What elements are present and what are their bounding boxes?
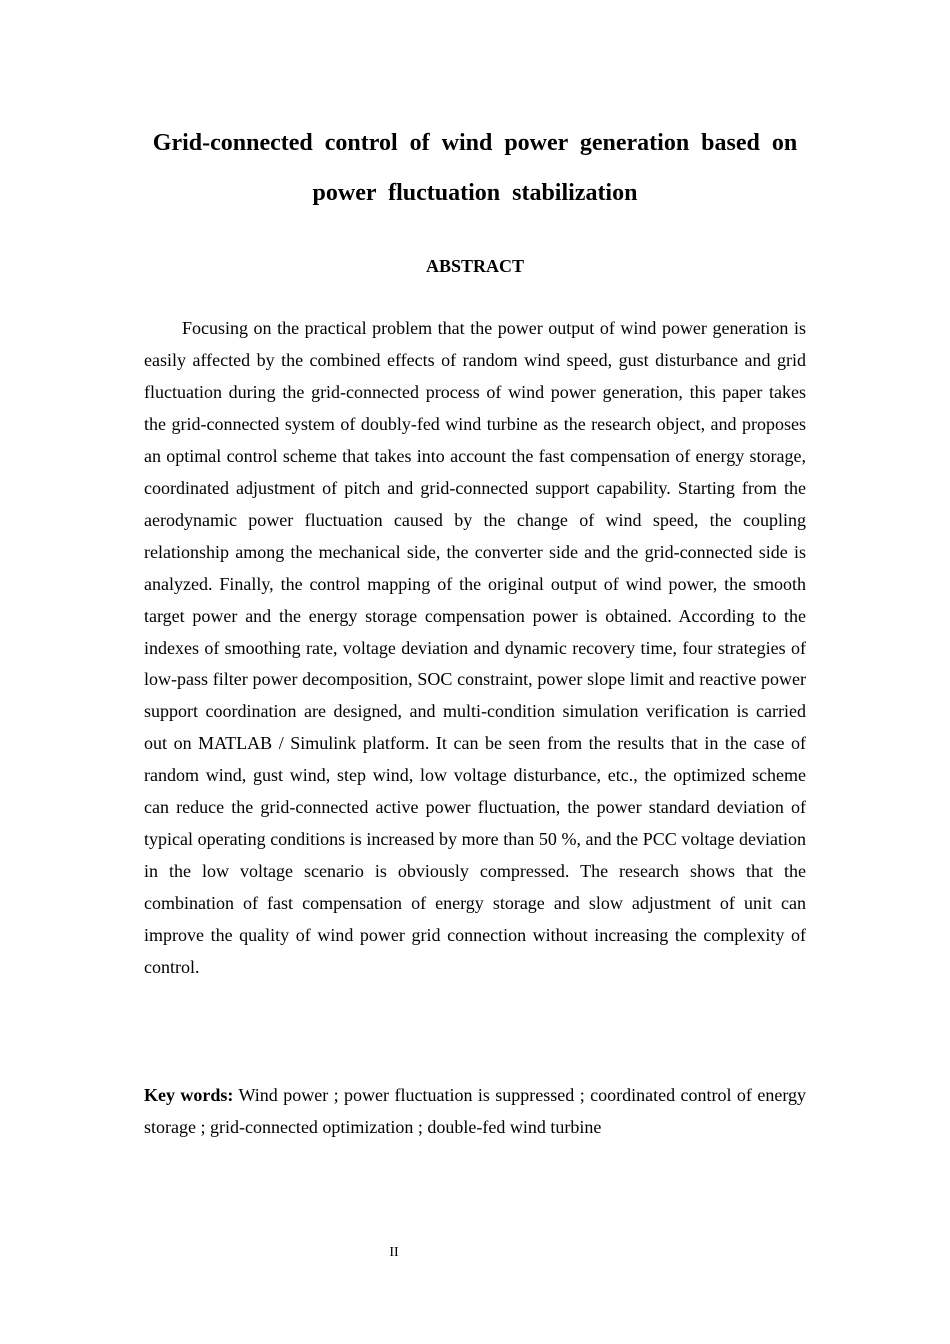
page-number: II bbox=[389, 1245, 399, 1260]
abstract-body: Focusing on the practical problem that the power output of wind power generation is easily affected by the combined effects of random wind speed, gust disturbance and grid fluctuation during the grid-connected process of wind power generation, this paper takes the grid-connected system of doubly-fed wind turbine as the research object, and proposes an optimal control scheme that takes into account the fast compensation of energy storage, coordinated adjustment of pitch and grid-connected support capability. Starting from the aerodynamic power fluctuation caused by the change of wind speed, the coupling relationship among the mechanical side, the converter side and the grid-connected side is analyzed. Finally, the control mapping of the original output of wind power, the smooth target power and the energy storage compensation power is obtained. According to the indexes of smoothing rate, voltage deviation and dynamic recovery time, four strategies of low-pass filter power decomposition, SOC constraint, power slope limit and reactive power support coordination are designed, and multi-condition simulation verification is carried out on MATLAB / Simulink platform. It can be seen from the results that in the case of random wind, gust wind, step wind, low voltage disturbance, etc., the optimized scheme can reduce the grid-connected active power fluctuation, the power standard deviation of typical operating conditions is increased by more than 50 %, and the PCC voltage deviation in the low voltage scenario is obviously compressed. The research shows that the combination of fast compensation of energy storage and slow adjustment of unit can improve the quality of wind power grid connection without increasing the complexity of control. bbox=[144, 318, 806, 978]
document-title: Grid-connected control of wind power generation based on power fluctuation stabilization bbox=[152, 130, 798, 206]
keywords-paragraph bbox=[144, 1079, 806, 1143]
keywords-text: Wind power ; power fluctuation is suppressed ; coordinated control of energy storage ; grid-connected optimization ; double-fed wind turbine bbox=[144, 1085, 806, 1137]
keywords-label: Key words: bbox=[144, 1085, 234, 1105]
abstract-heading: ABSTRACT bbox=[425, 256, 525, 276]
